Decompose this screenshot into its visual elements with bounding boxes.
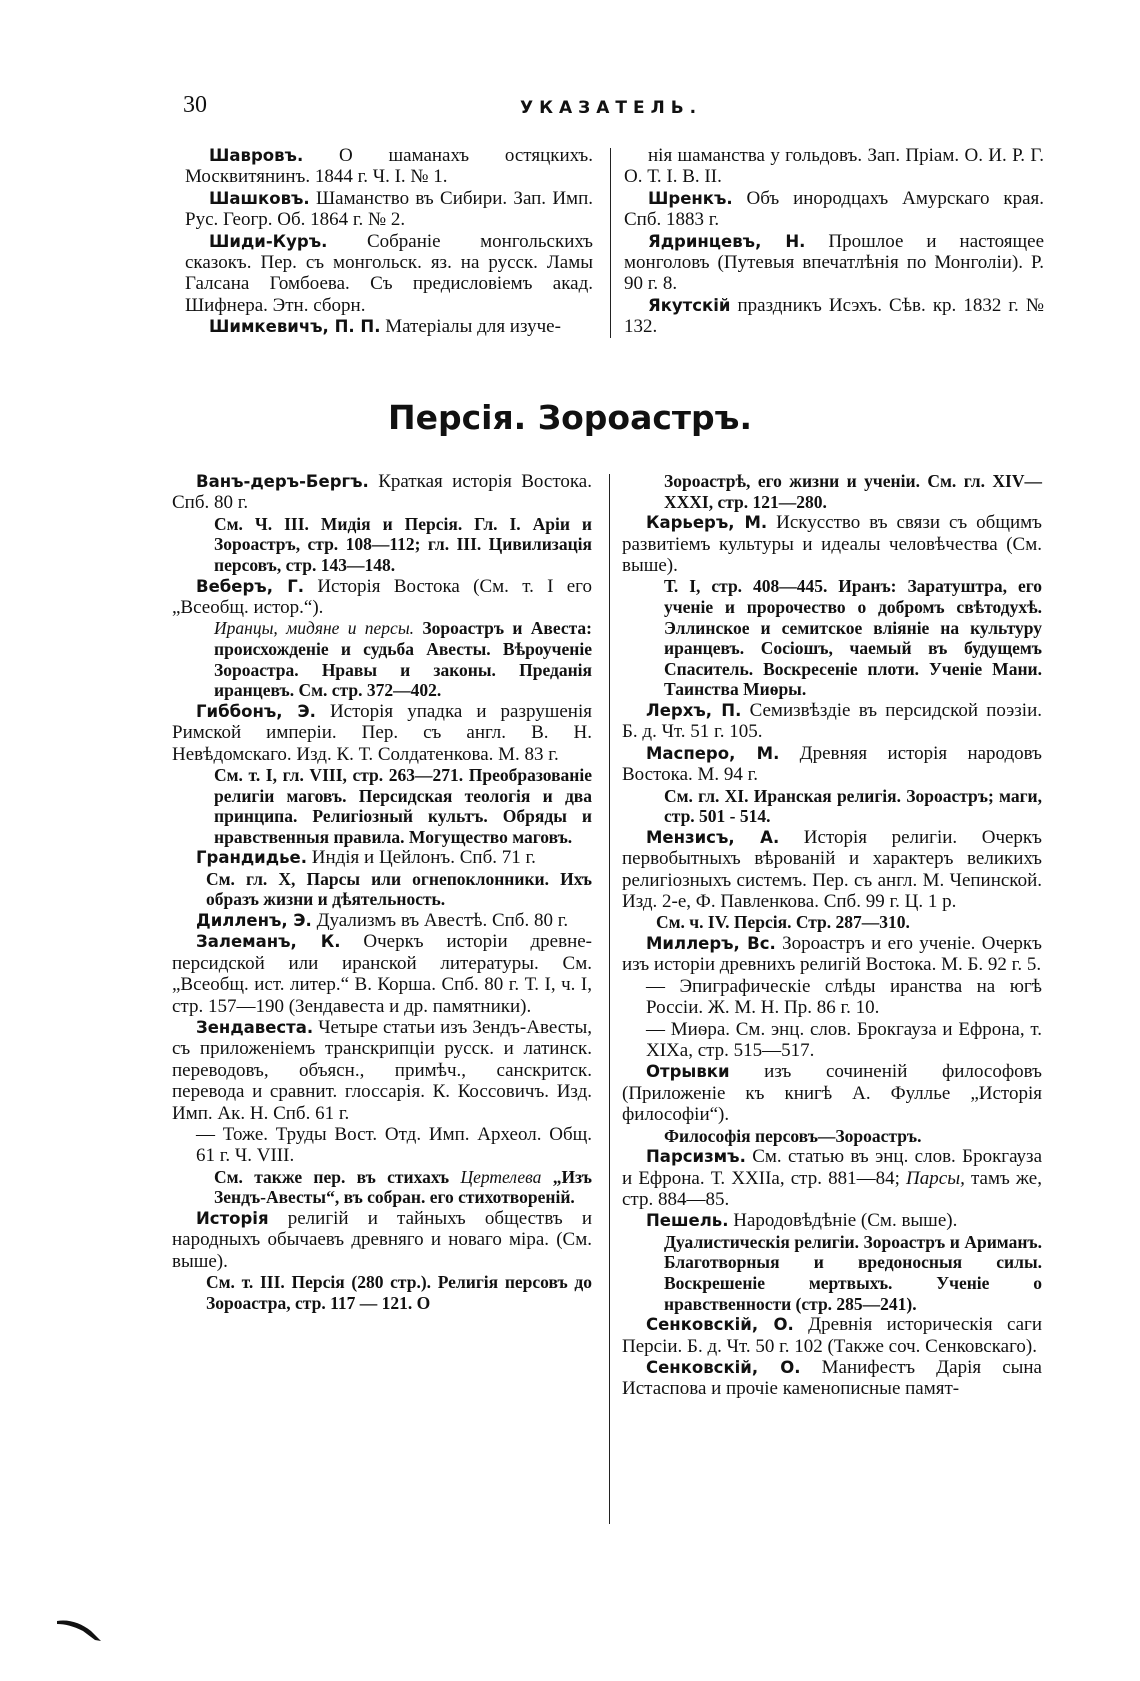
- entry-text: См. также пер. въ стихахъ: [214, 1166, 461, 1187]
- index-entry: [622, 786, 1042, 827]
- entry-text: нія шаманства у гольдовъ. Зап. Пріам. О. И. Р. Г. О. Т. I. В. II.: [624, 145, 1044, 188]
- entry-text: Прошлое и настоящее монголовъ (Путевыя впечатлѣнія по Монголіи). Р. 90 г. 8.: [624, 230, 1044, 295]
- index-entry: [624, 231, 1044, 295]
- index-entry: [622, 1357, 1042, 1400]
- entry-author: Зендавеста.: [196, 1018, 314, 1037]
- entry-text: Шаманство въ Сибири. Зап. Имп. Рус. Геогр. Об. 1864 г. № 2.: [185, 187, 593, 231]
- index-entry: [185, 316, 593, 337]
- index-entry: [172, 514, 592, 576]
- index-entry: [622, 1019, 1042, 1062]
- entry-text: Краткая исторія Востока. Спб. 80 г.: [172, 471, 592, 514]
- index-entry: [622, 1126, 1042, 1147]
- bottom-column-rule: [609, 474, 610, 1524]
- page-number: 30: [183, 92, 207, 118]
- index-entry: [172, 1272, 592, 1313]
- entry-text: См. т. I, гл. VIII, стр. 263—271. Преобразованіе религіи маговъ. Персидская теологія и два принципа. Религіозный культъ. Обряды и нравственныя правила. Могущество маговъ.: [214, 765, 592, 847]
- entry-text: См. гл. XI. Иранская религія. Зороастръ; маги, стр. 501 - 514.: [664, 785, 1042, 827]
- entry-text: — Миѳра. См. энц. слов. Брокгауза и Ефрона, т. XIXа, стр. 515—517.: [646, 1018, 1042, 1062]
- entry-text: изъ сочиненій философовъ (Приложеніе къ книгѣ А. Фуллье „Исторія философіи“).: [622, 1061, 1042, 1126]
- entry-author: Мензисъ, А.: [646, 827, 780, 847]
- entry-text: Собраніе монгольскихъ сказокъ. Пер. съ монгольск. яз. на русск. Ламы Галсана Гомбоева. Съ предисловіемъ акад. Шифнера. Этн. сборн.: [185, 230, 593, 316]
- entry-text: религій и тайныхъ обществъ и народныхъ обычаевъ древняго и новаго міра. (См. выше).: [172, 1208, 592, 1272]
- index-entry: [185, 145, 593, 188]
- entry-text: — Эпиграфическіе слѣды иранства на югѣ Россіи. Ж. М. Н. Пр. 86 г. 10.: [646, 975, 1042, 1019]
- index-entry: [172, 1124, 592, 1167]
- entry-text: „Изъ Зендъ-Авесты“, въ собран. его стихотвореній.: [214, 1166, 592, 1208]
- index-entry: [622, 512, 1042, 576]
- entry-text: О шаманахъ остяцкихъ. Москвитянинъ. 1844 г. Ч. I. № 1.: [185, 145, 593, 188]
- entry-text: См. т. III. Персія (280 стр.). Религія персовъ до Зороастра, стр. 117 — 121. О: [206, 1272, 592, 1313]
- entry-author: Ванъ-деръ-Бергъ.: [196, 472, 369, 491]
- index-entry: [624, 295, 1044, 338]
- entry-author: Грандидье.: [196, 848, 307, 868]
- index-entry: [172, 471, 592, 514]
- index-entry: [622, 1210, 1042, 1231]
- entry-text: Зороастрѣ, его жизни и ученіи. См. гл. XIV—XXXI, стр. 121—280.: [664, 471, 1042, 512]
- entry-author: Сенковскій, О.: [646, 1315, 794, 1335]
- top-left-column: [185, 145, 593, 338]
- entry-text: Объ инородцахъ Амурскаго края. Спб. 1883 г.: [624, 187, 1044, 231]
- entry-text: Древняя исторія народовъ Востока. М. 94 г.: [622, 742, 1042, 786]
- entry-text: См. гл. X, Парсы или огнепоклонники. Ихъ образъ жизни и дѣятельность.: [206, 868, 592, 910]
- index-entry: [172, 847, 592, 868]
- entry-author: Залеманъ, К.: [196, 932, 341, 952]
- entry-author: Лерхъ, П.: [646, 700, 742, 720]
- entry-author: Шренкъ.: [648, 188, 733, 208]
- bottom-left-column: [172, 471, 592, 1313]
- entry-text: Зороастръ и Авеста: происхожденіе и судьба Авесты. Вѣроученіе Зороастра. Нравы и законы. Преданія иранцевъ. См. стр. 372—402.: [214, 618, 592, 701]
- entry-text: Философія персовъ—Зороастръ.: [664, 1125, 922, 1146]
- entry-text: Дуализмъ въ Авестѣ. Спб. 80 г.: [311, 909, 569, 931]
- entry-author: Гиббонъ, Э.: [196, 701, 316, 721]
- entry-author: Миллеръ, Вс.: [646, 934, 776, 953]
- entry-author: Веберъ, Г.: [196, 576, 305, 596]
- index-entry: [172, 869, 592, 910]
- index-entry: [622, 471, 1042, 512]
- entry-author: Шимкевичъ, П. П.: [209, 317, 381, 337]
- entry-author: Отрывки: [646, 1062, 730, 1082]
- entry-text: Исторія упадка и разрушенія Римской имперіи. Пер. съ англ. В. Н. Невѣдомскаго. Изд. К. Т. Солдатенкова. М. 83 г.: [172, 700, 592, 765]
- index-entry: [622, 1314, 1042, 1357]
- index-entry: [622, 743, 1042, 786]
- entry-text: Очеркъ исторіи древне-персидской или иранской литературы. См. „Всеобщ. ист. литер.“ В. Корша. Спб. 80 г. Т. I, ч. I, стр. 157—190 (Зендавеста и др. памятники).: [172, 931, 592, 1017]
- index-entry: [622, 1061, 1042, 1125]
- pen-stroke-mark: [55, 1615, 105, 1645]
- entry-author: Пешель.: [646, 1211, 729, 1231]
- index-entry: [622, 912, 1042, 933]
- index-entry: [622, 933, 1042, 976]
- index-entry: [622, 700, 1042, 743]
- running-head: УКАЗАТЕЛЬ.: [520, 98, 703, 118]
- entry-text: Зороастръ и его ученіе. Очеркъ изъ исторіи древнихъ религій Востока. М. Б. 92 г. 5.: [622, 933, 1042, 976]
- entry-text: Древнія историческія саги Персіи. Б. д. Чт. 50 г. 102 (Также соч. Сенковскаго).: [622, 1314, 1043, 1357]
- entry-text: Матеріалы для изуче-: [380, 316, 561, 338]
- entry-text: Индія и Цейлонъ. Спб. 71 г.: [306, 847, 536, 869]
- index-entry: [172, 1167, 592, 1208]
- entry-text: Семизвѣздіе въ персидской поэзіи. Б. д. Чт. 51 г. 105.: [622, 699, 1042, 743]
- index-entry: [185, 188, 593, 231]
- entry-italic-text: Иранцы, мидяне и персы.: [214, 618, 415, 639]
- entry-italic-text: Парсы,: [906, 1167, 965, 1189]
- entry-author: Шавровъ.: [209, 146, 304, 165]
- entry-text: См. статью въ энц. слов. Брокгауза и Ефрона. Т. XXIIа, стр. 881—84;: [622, 1146, 1042, 1189]
- top-right-column: [624, 145, 1044, 338]
- entry-author: Шашковъ.: [209, 188, 310, 208]
- index-entry: [622, 976, 1042, 1019]
- index-entry: [172, 701, 592, 765]
- entry-italic-text: Цертелева: [460, 1166, 542, 1187]
- entry-text: Исторія Востока (См. т. I его „Всеобщ. истор.“).: [172, 575, 592, 618]
- entry-author: Исторія: [196, 1209, 269, 1229]
- entry-text: Четыре статьи изъ Зендъ-Авесты, съ приложеніемъ транскрипціи русск. и латинск. переводовъ, объясн., примѣч., санскритск. перевода и сравнит. глоссарія. К. Коссовичъ. Изд. Имп. Ак. Н. Спб. 61 г.: [172, 1017, 592, 1124]
- entry-text: См. Ч. III. Мидія и Персія. Гл. I. Аріи и Зороастръ, стр. 108—112; гл. III. Цивилизація персовъ, стр. 143—148.: [214, 513, 592, 575]
- index-entry: [172, 1017, 592, 1124]
- top-column-rule: [610, 148, 611, 338]
- section-title: Персія. Зороастръ.: [387, 398, 753, 437]
- entry-text: Дуалистическія религіи. Зороастръ и Ариманъ. Благотворныя и вредоносныя силы. Воскрешеніе мертвыхъ. Ученіе о нравственности (стр. 285—241).: [664, 1231, 1042, 1314]
- index-entry: [172, 931, 592, 1017]
- index-entry: [185, 231, 593, 317]
- entry-text: праздникъ Исэхъ. Сѣв. кр. 1832 г. № 132.: [624, 294, 1044, 338]
- index-entry: [172, 1208, 592, 1272]
- entry-text: Т. I, стр. 408—445. Иранъ: Заратуштра, его ученіе и пророчество о добромъ свѣтодухѣ. Эллинское и семитское вліяніе на культуру иранцевъ. Сосіошъ, чаемый въ будущемъ Спаситель. Воскресеніе плоти. Ученіе Мани. Таинства Миѳры.: [664, 576, 1042, 700]
- index-entry: [172, 765, 592, 847]
- entry-text: Исторія религіи. Очеркъ первобытныхъ вѣрованій и характеръ великихъ религіозныхъ системъ. Пер. съ англ. М. Чепинской. Изд. 2-е, Ф. Павленкова. Спб. 99 г. Ц. 1 р.: [622, 826, 1042, 912]
- entry-author: Дилленъ, Э.: [196, 910, 312, 930]
- index-entry: [172, 576, 592, 619]
- entry-text: — Тоже. Труды Вост. Отд. Имп. Археол. Общ. 61 г. Ч. VIII.: [196, 1124, 592, 1167]
- index-entry: [624, 188, 1044, 231]
- index-entry: [622, 1146, 1042, 1210]
- bottom-right-column: [622, 471, 1042, 1400]
- entry-text: Народовѣдѣніе (См. выше).: [728, 1210, 958, 1232]
- entry-text: Манифестъ Дарія сына Истаспова и прочіе каменописные памят-: [622, 1357, 1042, 1400]
- entry-text: Искусство въ связи съ общимъ развитіемъ культуры и идеалы человѣчества (См. выше).: [622, 512, 1042, 576]
- entry-author: Парсизмъ.: [646, 1147, 746, 1167]
- entry-author: Якутскій: [648, 295, 731, 315]
- index-entry: [622, 827, 1042, 913]
- index-entry: [622, 576, 1042, 700]
- entry-author: Ядринцевъ, Н.: [648, 231, 806, 251]
- entry-author: Сенковскій, О.: [646, 1358, 801, 1378]
- index-entry: [172, 618, 592, 700]
- index-entry: [172, 910, 592, 931]
- entry-author: Масперо, М.: [646, 743, 780, 763]
- entry-text: См. ч. IV. Персія. Стр. 287—310.: [656, 912, 910, 933]
- index-entry: [624, 145, 1044, 188]
- index-entry: [622, 1232, 1042, 1314]
- entry-author: Карьеръ, М.: [646, 513, 768, 533]
- entry-author: Шиди-Куръ.: [209, 231, 328, 251]
- entry-text: тамъ же, стр. 884—85.: [622, 1167, 1042, 1211]
